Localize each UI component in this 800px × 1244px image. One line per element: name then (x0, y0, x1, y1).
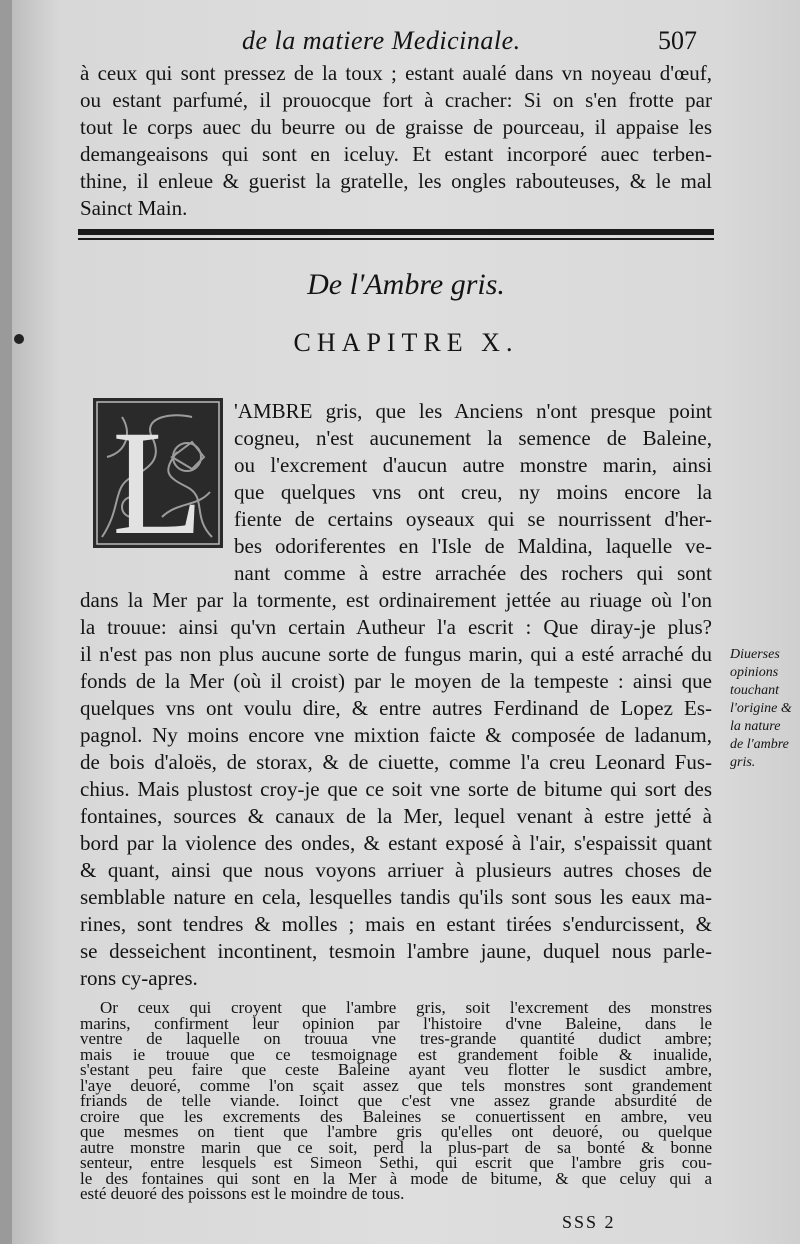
marginal-note-line: l'origine & (730, 701, 792, 716)
text-line: il n'est pas non plus aucune sorte de fungus marin, qui a esté arraché du (80, 642, 712, 666)
text-line: demangeaisons qui sont en iceluy. Et estant incorporé auec terben- (80, 142, 712, 166)
text-line: rons cy-apres. (80, 966, 198, 990)
text-line: le des fontaines qui sont en la Mer à mode de bitume, & que celuy qui a (80, 1168, 712, 1188)
signature-mark: SSS 2 (562, 1212, 616, 1232)
text-line: autre monstre marin que ce soit, perd la plus-part de sa bonté & bonne (80, 1137, 712, 1157)
marginal-note (730, 646, 800, 772)
running-title: de la matiere Medicinale. (242, 26, 521, 55)
marginal-note-line: Diuerses (730, 647, 780, 662)
text-line: se desseichent incontinent, tesmoin l'ambre jaune, duquel nous parle- (80, 939, 712, 963)
text-line: bes odoriferentes en l'Isle de Maldina, laquelle ve- (234, 534, 712, 558)
text-line: mais ie trouue que ce tesmoignage est grandement foible & inualide, (80, 1044, 712, 1064)
text-line: à ceux qui sont pressez de la toux ; estant aualé dans vn noyeau d'œuf, (80, 61, 712, 85)
section-rule-thin (78, 238, 714, 240)
marginal-note-line: gris. (730, 755, 756, 770)
text-line: friands de telle viande. Ioinct que c'est vne assez grande absurdité de (80, 1091, 712, 1110)
section-rule (78, 229, 714, 235)
text-line: pagnol. Ny moins encore vne mixtion faicte & composée de ladanum, (80, 723, 712, 747)
text-line: l'aye deuoré, comme l'on sçait assez que tels monstres sont grandement (80, 1075, 712, 1095)
text-line: Sainct Main. (80, 196, 188, 220)
text-line: cogneu, n'est aucunement la semence de Baleine, (234, 426, 712, 450)
text-line: chius. Mais plustost croy-je que ce soit vne sorte de bitume qui sort des (80, 777, 712, 801)
chapter-heading: CHAPITRE X. (293, 328, 519, 357)
marginal-note-line: touchant (730, 683, 779, 698)
text-line: & quant, ainsi que nous voyons arriuer à plusieurs autres choses de (80, 858, 712, 882)
text-line: nant comme à estre arrachée des rochers qui sont (234, 561, 712, 585)
text-line: s'estant peu faire que ceste Baleine ayant veu flotter le susdict ambre, (80, 1060, 712, 1079)
text-line: senteur, entre lesquels est Simeon Sethi, qui escrit que l'ambre gris cou- (80, 1153, 712, 1172)
page-number: 507 (658, 26, 697, 55)
text-line: croire que les excrements des Baleines se conuertissent en ambre, veu (80, 1106, 712, 1126)
text-line: fonds de la Mer (où il croist) par le moyen de la tempeste : ainsi que (80, 669, 712, 693)
text-line: de bois d'aloës, de storax, & de ciuette, comme l'a creu Leonard Fus- (80, 750, 712, 774)
section-title: De l'Ambre gris. (307, 268, 505, 301)
text-line: quelques vns ont voulu dire, & entre autres Ferdinand de Lopez Es- (80, 696, 712, 720)
text-line: tout le corps auec du beurre ou de graisse de pourceau, il appaise les (80, 115, 712, 139)
text-line: marins, confirment leur opinion par l'histoire d'vne Baleine, dans le (80, 1013, 712, 1033)
text-line: 'AMBRE gris, que les Anciens n'ont presque point (234, 399, 712, 423)
text-line: que mesmes on tient que l'ambre gris qu'elles ont deuoré, ou quelque (80, 1122, 712, 1141)
text-line: thine, il enleue & guerist la gratelle, les ongles rabouteuses, & le mal (80, 169, 712, 193)
text-line: dans la Mer par la tormente, est ordinairement jettée au riuage où l'on (80, 588, 712, 612)
drop-cap-letter: L (112, 400, 204, 549)
text-line: fiente de certains oyseaux qui se nourrissent d'her- (234, 507, 712, 531)
text-line: ventre de laquelle on trouua vne tres-grande quantité dudict ambre; (80, 1029, 712, 1048)
text-line: que quelques vns ont creu, ny moins encore la (234, 480, 712, 504)
marginal-note-line: opinions (730, 665, 779, 680)
text-line: Or ceux qui croyent que l'ambre gris, soit l'excrement des monstres (100, 998, 712, 1017)
text-line: ou estant parfumé, il prouocque fort à cracher: Si on s'en frotte par (80, 88, 712, 112)
book-page (12, 0, 800, 1244)
text-line: la trouue: ainsi qu'vn certain Autheur l'a escrit : Que diray-je plus? (80, 615, 712, 639)
ornamental-drop-cap (92, 397, 224, 549)
text-line: ou l'excrement d'aucun autre monstre marin, ainsi (234, 453, 712, 477)
text-line: semblable nature en cela, lesquelles tandis qu'ils sont sous les eaux ma- (80, 885, 712, 909)
text-line: fontaines, sources & canaux de la Mer, lequel venant à estre jetté à (80, 804, 712, 828)
text-line: bord par la violence des ondes, & estant exposé à l'air, s'espaissit quant (80, 831, 712, 855)
text-line: esté deuoré des poissons est le moindre de tous. (80, 1184, 405, 1203)
marginal-note-line: la nature (730, 719, 781, 734)
marginal-note-line: de l'ambre (730, 737, 789, 752)
text-line: rines, sont tendres & molles ; mais en estant tirées s'endurcissent, & (80, 912, 712, 936)
